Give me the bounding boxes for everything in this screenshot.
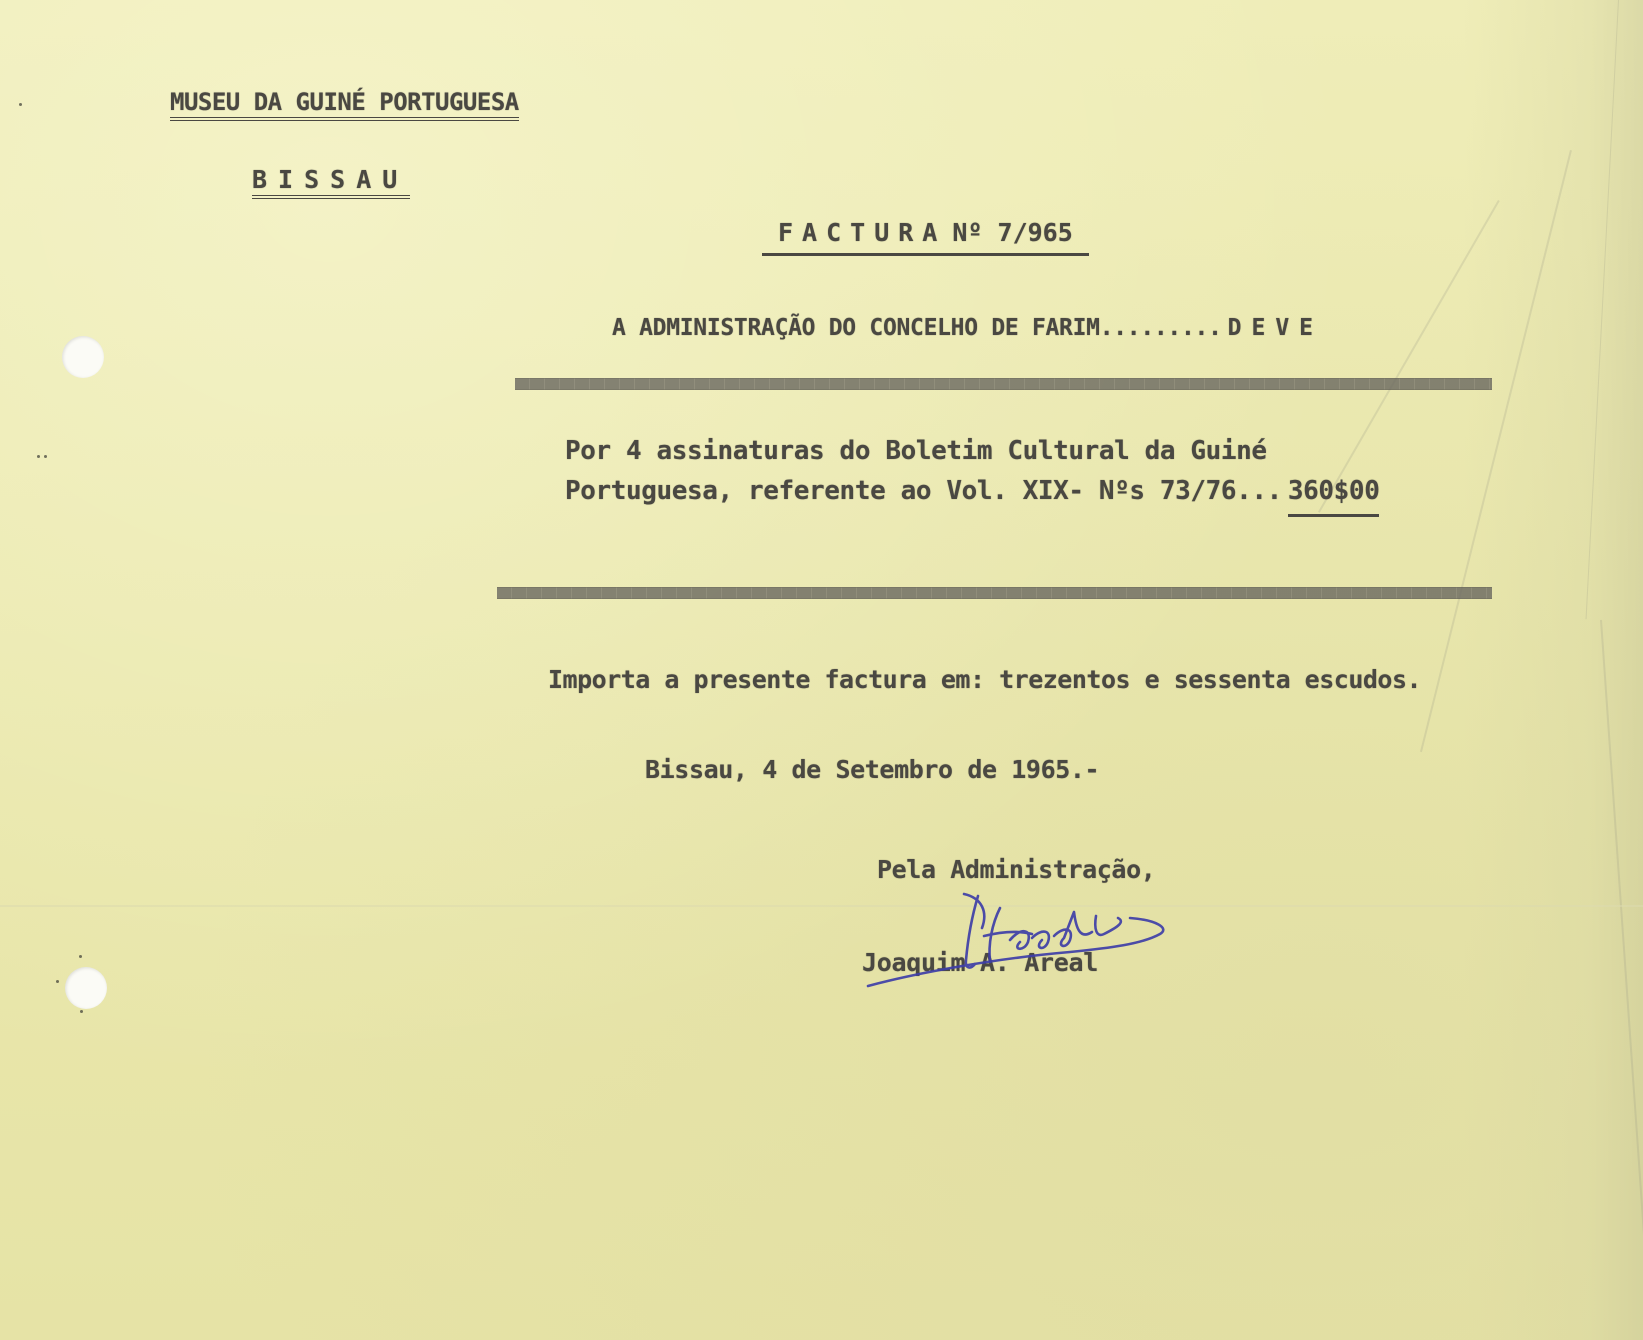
- on-behalf-label: Pela Administração,: [877, 855, 1156, 884]
- city-header: BISSAU: [252, 165, 410, 199]
- invoice-label: FACTURA: [778, 218, 947, 247]
- ink-speck: [80, 1010, 83, 1013]
- museum-header: MUSEU DA GUINÉ PORTUGUESA: [170, 88, 519, 121]
- paper-fold: [0, 905, 1643, 907]
- item-description-line1: Por 4 assinaturas do Boletim Cultural da Guiné: [565, 436, 1267, 466]
- debtor-verb: DEVE: [1227, 315, 1324, 341]
- place-date: Bissau, 4 de Setembro de 1965.-: [645, 755, 1100, 784]
- handwritten-signature: [860, 888, 1180, 998]
- ink-speck: [19, 103, 22, 106]
- ink-speck: [37, 455, 40, 458]
- total-in-words: Importa a presente factura em: trezentos e sessenta escudos.: [548, 665, 1422, 694]
- item-reference: Portuguesa, referente ao Vol. XIX- Nºs 73/76...: [565, 476, 1282, 506]
- ink-speck: [44, 455, 47, 458]
- punch-hole-top: [62, 336, 104, 378]
- signer-name: Joaquim A. Areal: [862, 948, 1099, 977]
- separator-rule-top: [515, 378, 1492, 390]
- invoice-title: [762, 218, 1089, 256]
- ink-speck: [79, 955, 82, 958]
- debtor-line: [612, 315, 1323, 341]
- invoice-number: Nº 7/965: [952, 218, 1073, 247]
- paper-edge-shading: [1463, 0, 1643, 1340]
- item-description-line2: [565, 476, 1379, 506]
- item-amount: 360$00: [1288, 476, 1380, 517]
- debtor-name: A ADMINISTRAÇÃO DO CONCELHO DE FARIM.........: [612, 315, 1222, 341]
- ink-speck: [56, 980, 59, 983]
- punch-hole-bottom: [65, 967, 107, 1009]
- separator-rule-bottom: [497, 587, 1492, 599]
